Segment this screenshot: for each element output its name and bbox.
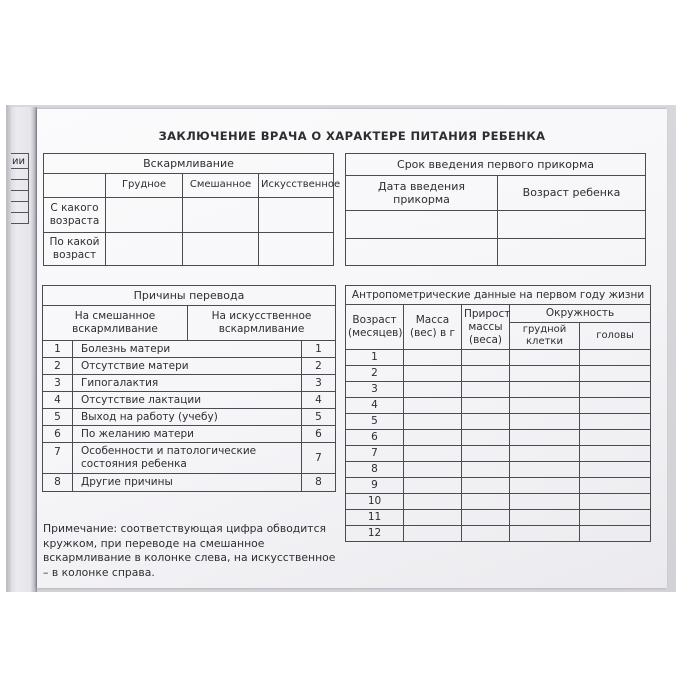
empty-cell <box>462 462 510 478</box>
feeding-row-until-age <box>44 233 334 266</box>
empty-cell <box>259 198 334 233</box>
month-number: 7 <box>346 446 404 462</box>
empty-cell <box>510 382 580 398</box>
month-number: 3 <box>346 382 404 398</box>
anthro-row <box>346 366 651 382</box>
empty-cell <box>183 233 259 266</box>
empty-cell <box>462 446 510 462</box>
empty-cell <box>510 462 580 478</box>
anthro-row <box>346 398 651 414</box>
reason-row <box>43 375 336 392</box>
empty-cell <box>580 414 651 430</box>
empty-cell <box>580 510 651 526</box>
empty-cell <box>462 478 510 494</box>
first-food-header-row <box>346 154 646 176</box>
empty-cell <box>183 198 259 233</box>
empty-cell <box>580 382 651 398</box>
page-title: ЗАКЛЮЧЕНИЕ ВРАЧА О ХАРАКТЕРЕ ПИТАНИЯ РЕБЕНКА <box>158 129 546 143</box>
month-number: 8 <box>346 462 404 478</box>
empty-cell <box>106 233 183 266</box>
reason-label: Болезнь матери <box>73 341 302 358</box>
reason-number-left: 6 <box>43 426 73 443</box>
reason-number-left: 5 <box>43 409 73 426</box>
month-number: 11 <box>346 510 404 526</box>
empty-cell <box>346 211 498 239</box>
empty-cell <box>404 446 462 462</box>
anthro-col-mass: Масса (вес) в г <box>404 305 462 350</box>
form-page <box>37 109 667 588</box>
footnote: Примечание: соответствующая цифра обводится кружком, при переводе на смешанное вскармливание в колонке слева, на искусственное – в колонке справа. <box>43 522 336 579</box>
reason-label: Отсутствие матери <box>73 358 302 375</box>
month-number: 1 <box>346 350 404 366</box>
empty-cell <box>580 446 651 462</box>
anthro-col-circumference: Окружность <box>510 305 651 323</box>
anthro-col-gain: Прирост массы (веса) <box>462 305 510 350</box>
reasons-header-row <box>43 286 336 306</box>
subheader-mixed-feeding: На смешанное вскармливание <box>43 306 188 341</box>
anthropometric-table <box>345 285 651 542</box>
reason-label: Отсутствие лактации <box>73 392 302 409</box>
month-number: 2 <box>346 366 404 382</box>
empty-cell <box>462 494 510 510</box>
empty-cell <box>510 414 580 430</box>
empty-cell <box>510 526 580 542</box>
empty-cell <box>498 211 646 239</box>
empty-cell <box>462 414 510 430</box>
empty-cell <box>580 366 651 382</box>
document-photo <box>6 105 676 592</box>
reason-row <box>43 426 336 443</box>
empty-cell <box>106 198 183 233</box>
reasons-subheader-row <box>43 306 336 341</box>
reason-label: По желанию матери <box>73 426 302 443</box>
month-number: 12 <box>346 526 404 542</box>
anthro-col-chest: грудной клетки <box>510 323 580 350</box>
empty-cell <box>462 382 510 398</box>
first-food-row <box>346 211 646 239</box>
anthro-row <box>346 494 651 510</box>
empty-cell <box>462 526 510 542</box>
empty-cell <box>462 398 510 414</box>
first-food-table-title: Срок введения первого прикорма <box>346 154 646 176</box>
month-number: 10 <box>346 494 404 510</box>
feeding-columns-row <box>44 174 334 198</box>
reason-number-left: 2 <box>43 358 73 375</box>
feeding-header-row <box>44 154 334 174</box>
month-number: 5 <box>346 414 404 430</box>
fragment-header-cell: ии <box>6 154 29 169</box>
reason-number-right: 8 <box>302 474 336 492</box>
reason-row <box>43 358 336 375</box>
anthro-columns-row <box>346 305 651 323</box>
empty-cell <box>580 526 651 542</box>
reason-row <box>43 409 336 426</box>
month-number: 9 <box>346 478 404 494</box>
empty-cell <box>404 526 462 542</box>
reason-number-right: 5 <box>302 409 336 426</box>
empty-cell <box>510 446 580 462</box>
reason-row <box>43 474 336 492</box>
empty-cell <box>510 366 580 382</box>
empty-cell <box>404 430 462 446</box>
reason-number-left: 4 <box>43 392 73 409</box>
reason-number-right: 3 <box>302 375 336 392</box>
feeding-col-artificial: Искусственное <box>259 174 334 198</box>
empty-cell <box>462 366 510 382</box>
empty-cell <box>404 366 462 382</box>
reason-number-left: 7 <box>43 443 73 474</box>
first-food-table <box>345 153 646 266</box>
row-label-until-age: По какой возраст <box>44 233 106 266</box>
feeding-col-mixed: Смешанное <box>183 174 259 198</box>
empty-cell <box>462 430 510 446</box>
empty-cell <box>580 430 651 446</box>
anthro-row <box>346 382 651 398</box>
empty-cell <box>404 350 462 366</box>
empty-cell <box>404 462 462 478</box>
first-food-columns-row <box>346 176 646 211</box>
first-food-row <box>346 239 646 266</box>
empty-cell <box>404 510 462 526</box>
empty-cell <box>44 174 106 198</box>
reason-number-right: 1 <box>302 341 336 358</box>
empty-cell <box>346 239 498 266</box>
empty-cell <box>580 462 651 478</box>
reason-row <box>43 341 336 358</box>
reason-label: Особенности и патологические состояния ребенка <box>73 443 302 474</box>
reason-number-right: 7 <box>302 443 336 474</box>
empty-cell <box>498 239 646 266</box>
anthro-row <box>346 350 651 366</box>
reason-number-right: 6 <box>302 426 336 443</box>
empty-cell <box>510 398 580 414</box>
anthro-row <box>346 510 651 526</box>
reason-label: Гипогалактия <box>73 375 302 392</box>
page-stack-edge <box>6 105 11 592</box>
subheader-artificial-feeding: На искусственное вскармливание <box>188 306 336 341</box>
first-food-col-age: Возраст ребенка <box>498 176 646 211</box>
feeding-col-breast: Грудное <box>106 174 183 198</box>
empty-cell <box>510 350 580 366</box>
empty-cell <box>510 510 580 526</box>
reason-number-right: 4 <box>302 392 336 409</box>
reasons-table-title: Причины перевода <box>43 286 336 306</box>
empty-cell <box>580 350 651 366</box>
reason-number-left: 8 <box>43 474 73 492</box>
reason-number-left: 3 <box>43 375 73 392</box>
reason-label: Выход на работу (учебу) <box>73 409 302 426</box>
empty-cell <box>510 494 580 510</box>
anthro-row <box>346 462 651 478</box>
empty-cell <box>404 414 462 430</box>
anthro-row <box>346 430 651 446</box>
empty-cell <box>404 494 462 510</box>
anthro-row <box>346 414 651 430</box>
month-number: 6 <box>346 430 404 446</box>
empty-cell <box>580 494 651 510</box>
first-food-col-date: Дата введения прикорма <box>346 176 498 211</box>
empty-cell <box>462 510 510 526</box>
reason-row <box>43 392 336 409</box>
reason-row <box>43 443 336 474</box>
empty-cell <box>404 398 462 414</box>
reason-label: Другие причины <box>73 474 302 492</box>
feeding-table <box>43 153 341 266</box>
empty-cell <box>404 478 462 494</box>
empty-cell <box>462 350 510 366</box>
anthro-row <box>346 478 651 494</box>
anthro-row <box>346 446 651 462</box>
feeding-table-title: Вскармливание <box>44 154 334 174</box>
empty-cell <box>404 382 462 398</box>
empty-cell <box>510 430 580 446</box>
empty-cell <box>580 478 651 494</box>
empty-cell <box>510 478 580 494</box>
reason-number-right: 2 <box>302 358 336 375</box>
anthro-col-age: Возраст (месяцев) <box>346 305 404 350</box>
anthro-row <box>346 526 651 542</box>
empty-cell <box>580 398 651 414</box>
empty-cell <box>259 233 334 266</box>
row-label-from-age: С какого возраста <box>44 198 106 233</box>
anthro-col-head: головы <box>580 323 651 350</box>
anthro-table-title: Антропометрические данные на первом году жизни <box>346 286 651 305</box>
transfer-reasons-table <box>42 285 336 492</box>
feeding-row-from-age <box>44 198 334 233</box>
month-number: 4 <box>346 398 404 414</box>
reason-number-left: 1 <box>43 341 73 358</box>
anthro-header-row <box>346 286 651 305</box>
